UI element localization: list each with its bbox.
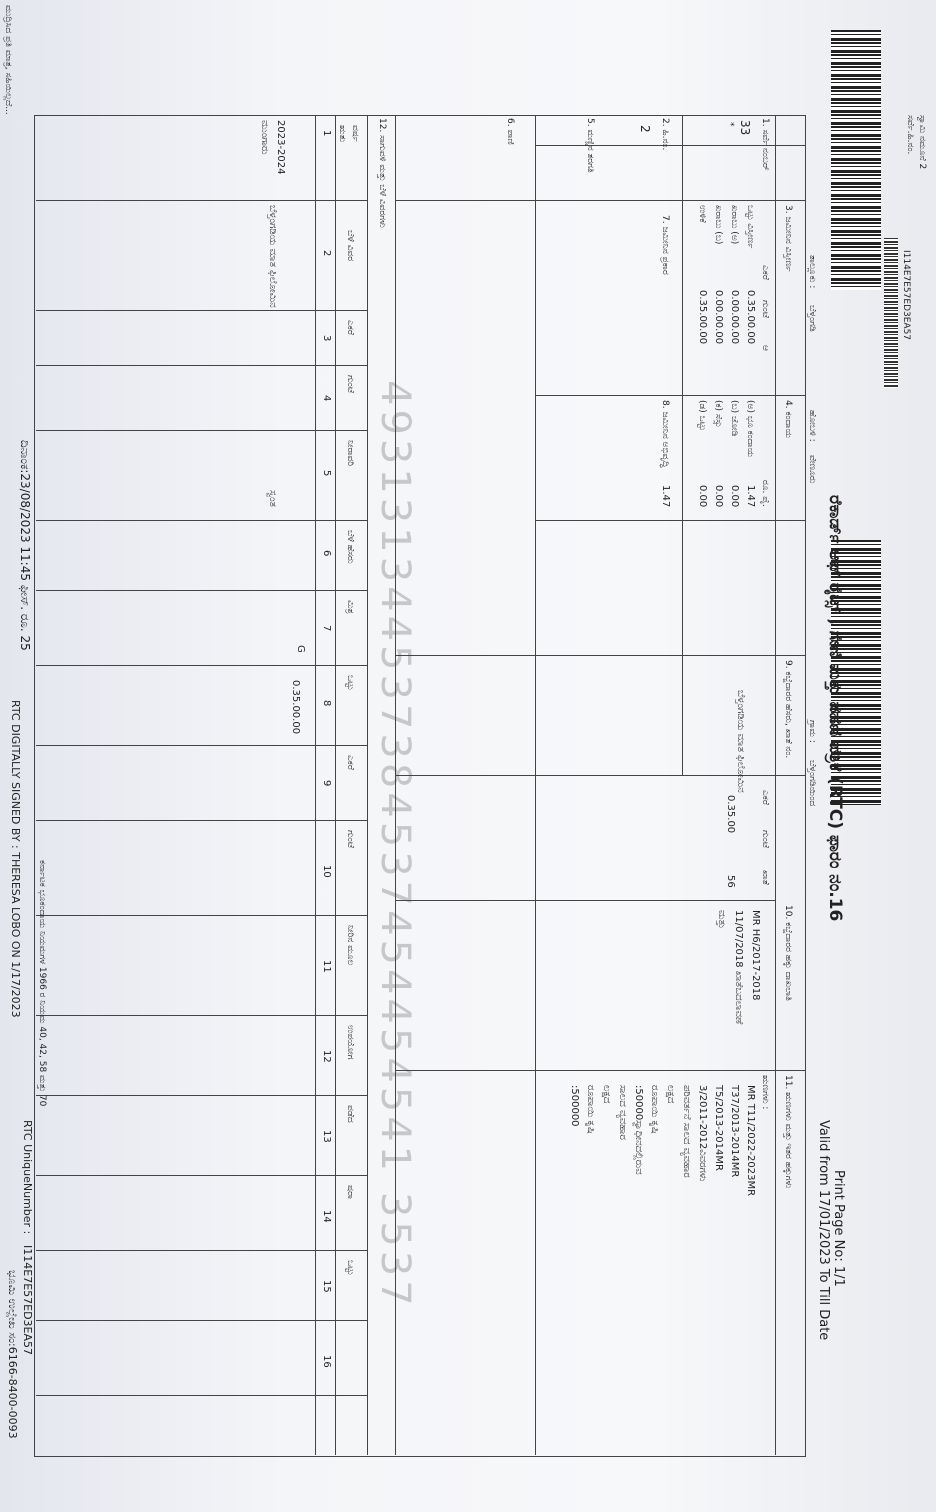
grid-col bbox=[36, 520, 368, 521]
taluk-label: ತಾಲ್ಲೂಕು : bbox=[807, 255, 817, 289]
mutation-line-3: ಮತ್ತು bbox=[716, 910, 727, 929]
crop-col-header: ಋತು bbox=[337, 125, 347, 143]
crop-col-header: ಎಕರೆ bbox=[345, 320, 355, 335]
col-line bbox=[396, 900, 776, 901]
grid-col bbox=[36, 590, 368, 591]
area-header-ac: ಎಕರೆ bbox=[760, 265, 770, 280]
crop-col-number: 16 bbox=[321, 1355, 332, 1368]
footer-bhoomi: ಭೂಮಿ ಉಲ್ಲೇಖ ಸಂ:6166-8400-0093 bbox=[6, 1270, 19, 1439]
crop-col-header: ಪಡೆದ bbox=[345, 1105, 355, 1123]
liability-line: :500000 bbox=[569, 1085, 580, 1127]
village-label: ಗ್ರಾಮ : bbox=[807, 720, 817, 743]
col-line bbox=[396, 200, 806, 201]
left-small-1: ಸ್ವಾಮಿ ನಮೂನೆ 2 bbox=[917, 115, 927, 170]
col-line bbox=[396, 1070, 806, 1071]
crop-col-header: ಗುಂಟೆ bbox=[345, 375, 355, 393]
owner-area: 0.35.00 bbox=[725, 795, 736, 834]
owner-col-gunta: ಗುಂಟೆ bbox=[760, 830, 770, 848]
footer-signed: RTC DIGITALLY SIGNED BY : THERESA LOBO ON 1/17/2023 bbox=[9, 700, 22, 1018]
footer-date: ದಿನಾಂಕ:23/08/2023 11:45 ಫೀಸ್. ರೂ. 25 bbox=[18, 440, 32, 651]
liability-line: ಸಾಲದ ವ್ಯವಹಾರ bbox=[617, 1085, 628, 1140]
owner-name: ಬೆಳ್ತಂಗಡಿಯ ಮಾತ ಫಿಲೋಮಿನ bbox=[735, 690, 746, 793]
footer-unique-label: RTC UniqueNumber : bbox=[21, 1120, 34, 1235]
col-line bbox=[536, 520, 806, 521]
rupee-row-value: 1.47 bbox=[745, 485, 756, 508]
rupee-row-label: (ಬ) ಜೋಡಿ bbox=[729, 400, 739, 437]
rupee-row-label: (ಅ) ಭೂ ಕಂದಾಯ bbox=[745, 400, 755, 458]
taluk-value: ಬೆಳ್ತಂಗಡಿ bbox=[807, 305, 817, 332]
row-line bbox=[535, 115, 536, 1455]
area-row-label: ಖರಾಬು (ಅ) bbox=[729, 205, 739, 245]
village-value: ಬೆಳ್ತಂಗಡಿಯಿಂದ bbox=[807, 760, 817, 807]
crop-col-header: ವರ್ಷ bbox=[350, 125, 360, 142]
crop-col-number: 5 bbox=[321, 470, 332, 477]
s2-label: 2. ಹಿ.ನಂ. bbox=[660, 118, 670, 151]
s1-value: 33 bbox=[738, 120, 752, 136]
s2-value: 2 bbox=[638, 125, 652, 133]
crop-col-number: 11 bbox=[321, 960, 332, 973]
area-row-label: ಒಟ್ಟು ವಿಸ್ತೀರ್ಣ bbox=[745, 205, 755, 249]
crop-col-number: 14 bbox=[321, 1210, 332, 1223]
crop-col-number: 3 bbox=[321, 335, 332, 342]
row-line bbox=[682, 115, 683, 775]
crop-col-number: 1 bbox=[321, 130, 332, 137]
s1-sub: * bbox=[725, 122, 735, 127]
rupee-row-value: 0.00 bbox=[697, 485, 708, 508]
row-line bbox=[775, 115, 776, 1455]
owner-khata: 56 bbox=[725, 875, 736, 888]
footer-act-note: ಕರ್ನಾಟಕ ಭೂಕಂದಾಯ ನಿಯಮಗಳ 1966 ರ ನಿಯಮ 40, 42, 58 ಮತ್ತು 70 bbox=[37, 860, 47, 1107]
crop-col-number: 7 bbox=[321, 625, 332, 632]
crop-col-header: ಷರಾ bbox=[345, 1185, 355, 1200]
footer-left-note: ಮುದ್ರಿಸಿದ ಪ್ರತಿ ಮಾತ್ರ, ಸಹಿಯಿಲ್ಲದೆ... bbox=[3, 5, 13, 115]
area-row-value: 0.35.00.00 bbox=[697, 290, 708, 345]
liability-line: MR T11/2022-2023MR bbox=[745, 1085, 756, 1197]
crop-col-header: ಒಟ್ಟು bbox=[345, 1260, 355, 1276]
liability-line: ಲಕ್ಷದ bbox=[601, 1085, 612, 1104]
grid-col bbox=[36, 310, 368, 311]
document-title: ರೆಕಾರ್ಡ್ ಆಫ್ ರೈಟ್ಸ್ , ಗೇಣಿ ಮತ್ತು ಪಹಣಿ ಪತ್ರಿಕೆ (RTC) ಫಾರಂ ನಂ.16 bbox=[825, 495, 845, 922]
rupee-row-value: 0.00 bbox=[713, 485, 724, 508]
crop-col-number: 13 bbox=[321, 1130, 332, 1143]
owner-col-acre: ಎಕರೆ bbox=[760, 790, 770, 805]
crop-row-type: ಸ್ವಂತ bbox=[267, 490, 278, 507]
crop-col-header: ಎಕರೆ bbox=[345, 755, 355, 770]
grid-col bbox=[36, 1395, 368, 1396]
barcode-code-image bbox=[884, 238, 898, 388]
barcode-code-text: I114E7E57ED3EA57 bbox=[901, 250, 911, 341]
crop-col-header: ನೀರಾವರಿ bbox=[345, 440, 355, 467]
liability-line: ಪರಿವರ್ತನೆ ಸಾಲದ ವ್ಯವಹಾರ bbox=[681, 1085, 692, 1178]
hobli-value: ವೇಣೂರು bbox=[807, 455, 817, 484]
main-table-frame bbox=[34, 115, 806, 1457]
s12-label: 12. ಸಾಗುವಳಿ ಮತ್ತು ಬೆಳೆ ವಿವರಗಳು bbox=[377, 118, 387, 228]
s10-label: 10. ಕಬ್ಜೆದಾರರ ಹಕ್ಕು ದಾಖಲಾತಿ bbox=[783, 905, 793, 1001]
crop-row-season: ಮುಂಗಾರು bbox=[259, 120, 270, 155]
s6-label: 6. ಪಾಣಿ bbox=[505, 118, 515, 145]
rupee-row-label: (ಡ) ಒಟ್ಟು bbox=[697, 400, 707, 432]
s11-label: 11. ಋಣಗಳು ಮತ್ತು ಇತರ ಹಕ್ಕುಗಳು bbox=[783, 1075, 793, 1189]
grid-col bbox=[36, 1320, 368, 1321]
watermark-number: 493131344537384537454454541 3537 bbox=[372, 380, 418, 1310]
crop-col-number: 2 bbox=[321, 250, 332, 257]
grid-col bbox=[36, 1250, 368, 1251]
area-row-label: ಖರಾಬು (ಬ) bbox=[713, 205, 723, 245]
crop-row-owner: ಬೆಳ್ತಂಗಡಿಯ ಮಾತ ಫಿಲೋಮಿನ bbox=[267, 205, 278, 308]
col-line bbox=[536, 395, 806, 396]
liability-line: T37/2013-2014MR bbox=[729, 1085, 740, 1178]
rupee-total: 1.47 bbox=[660, 485, 671, 508]
grid-col bbox=[36, 820, 368, 821]
area-row-value: 0.00.00.00 bbox=[713, 290, 724, 345]
col-line bbox=[396, 655, 806, 656]
s9-label: 9. ಕಬ್ಜೆದಾರರ ಹೆಸರು, ಖಾತೆ ನಂ. bbox=[783, 660, 793, 759]
grid-col bbox=[36, 1015, 368, 1016]
grid-col bbox=[36, 745, 368, 746]
crop-col-header: ಮಿಶ್ರ bbox=[345, 600, 355, 614]
area-header-gunta: ಗುಂಟೆ bbox=[760, 300, 770, 318]
crop-col-header: ಉಪಯೋಗ bbox=[345, 1025, 355, 1060]
s1-label: 1. ಸರ್ವೆ ನಂಬರ್ bbox=[760, 118, 770, 171]
liabilities-header: ಋಣಗಳು : bbox=[760, 1075, 770, 1110]
crop-col-header: ಬೆಳೆ ವಿವರ bbox=[345, 230, 355, 261]
crop-row-code: G bbox=[295, 645, 306, 653]
grid-col bbox=[36, 665, 368, 666]
area-row-label: ಉಳಿಕೆ bbox=[697, 205, 707, 223]
area-header-fr: ಆ bbox=[760, 345, 770, 351]
s7-label: 7. ಜಮೀನಿನ ಪ್ರಕಾರ bbox=[660, 215, 670, 275]
liability-line: ಲಕ್ಷದ bbox=[665, 1085, 676, 1104]
grid-col bbox=[36, 365, 368, 366]
crop-row-year: 2023-2024 bbox=[275, 120, 286, 175]
liability-line: 3/2011-2012ವಿವರಗಳು bbox=[697, 1085, 708, 1182]
liability-line: T5/2013-2014MR bbox=[713, 1085, 724, 1171]
crop-row-area: 0.35.00.00 bbox=[290, 680, 301, 735]
barcode-top bbox=[831, 30, 881, 290]
liability-line: ರೂಪಾಯಿ ಕೃಷಿ bbox=[585, 1085, 596, 1134]
crop-col-number: 4 bbox=[321, 395, 332, 402]
crop-col-header: ಬೆಳೆ ಹೆಸರು bbox=[345, 530, 355, 564]
grid-col bbox=[36, 1175, 368, 1176]
crop-col-number: 8 bbox=[321, 700, 332, 707]
grid-col bbox=[36, 200, 368, 201]
crop-col-header: ನೀರಿನ ಮೂಲ bbox=[345, 925, 355, 966]
grid-col bbox=[36, 430, 368, 431]
rupee-row-label: (ಕ) ಸೆಸ್ಸು bbox=[713, 400, 723, 428]
row-line bbox=[335, 115, 336, 1455]
footer-unique-value: I114E7E57ED3EA57 bbox=[21, 1245, 34, 1356]
crop-col-number: 10 bbox=[321, 865, 332, 878]
hobli-label: ಹೋಬಳಿ : bbox=[807, 410, 817, 442]
valid-from: Valid from 17/01/2023 To Till Date bbox=[816, 1120, 831, 1341]
crop-col-number: 15 bbox=[321, 1280, 332, 1293]
owner-col-khata: ಖಾತೆ bbox=[760, 870, 770, 885]
s4-label: 4. ಕಂದಾಯ bbox=[783, 400, 793, 439]
mutation-line-1: MR H6/2017-2018 bbox=[750, 910, 761, 1001]
liability-line: ರೂಪಾಯಿ ಕೃಷಿ bbox=[649, 1085, 660, 1134]
crop-col-header: ಗುಂಟೆ bbox=[345, 830, 355, 848]
crop-col-number: 12 bbox=[321, 1050, 332, 1063]
liability-line: :50000ಸ್ವಾಧೀನದಲ್ಲಿರುವ bbox=[633, 1085, 644, 1175]
area-row-value: 0.35.00.00 bbox=[745, 290, 756, 345]
row-line bbox=[367, 115, 368, 1455]
row-line bbox=[315, 115, 316, 1455]
grid-col bbox=[36, 915, 368, 916]
s8-label: 8. ಜಮೀನಿನ ಅಭಿವೃದ್ಧಿ bbox=[660, 400, 670, 468]
s3-label: 3. ಜಮೀನಿನ ವಿಸ್ತೀರ್ಣ bbox=[783, 205, 793, 272]
rupee-row-value: 0.00 bbox=[729, 485, 740, 508]
grid-col bbox=[36, 1095, 368, 1096]
mutation-line-2: 11/07/2018 ಖಾತೆಬದಲಾವಣೆ bbox=[733, 910, 744, 1025]
crop-col-header: ಒಟ್ಟು bbox=[345, 675, 355, 691]
rs-header: ರೂ. ಪೈ. bbox=[760, 480, 770, 507]
left-small-2: ಸರ್ವೆ.ಹಿ.ನಂ. bbox=[905, 115, 915, 155]
print-page: Print Page No: 1/1 bbox=[831, 1170, 846, 1287]
s5-label: 5. ಮಣ್ಣಿನ ತರಗತಿ bbox=[585, 118, 595, 173]
crop-col-number: 9 bbox=[321, 780, 332, 787]
area-row-value: 0.00.00.00 bbox=[729, 290, 740, 345]
crop-col-number: 6 bbox=[321, 550, 332, 557]
